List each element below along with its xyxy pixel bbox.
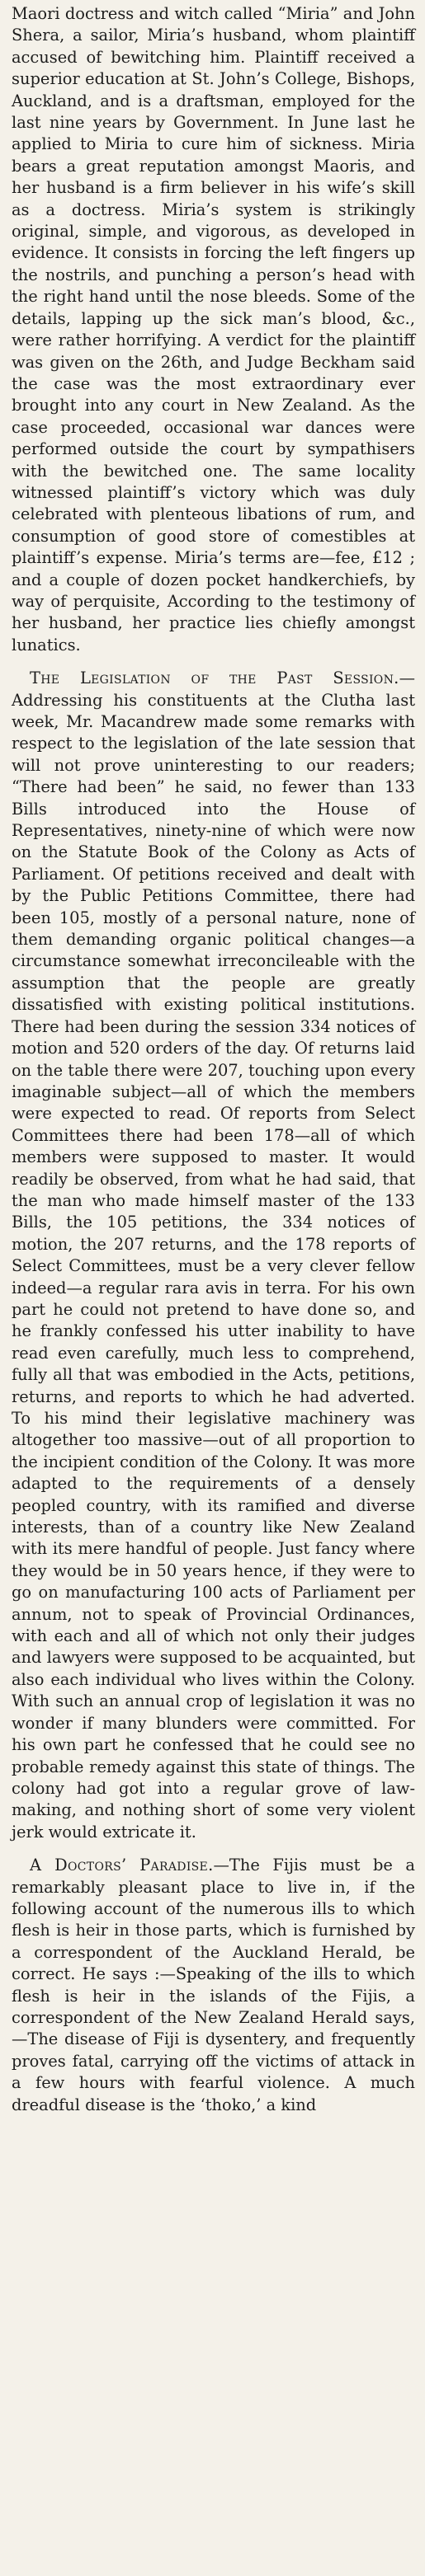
article-doctors-paradise bbox=[12, 1855, 415, 2116]
article-doctors-paradise-body: —The Fijis must be a remarkably pleasant place to live in, if the following account of the numerous ills to which flesh is heir in those parts, which is furnished by a correspondent of the Auckland Herald, be correct. He says :—Speaking of the ills to which flesh is heir in the islands of the Fijis, a correspondent of the New Zealand Herald says,—The disease of Fiji is dysentery, and frequently proves fatal, carrying off the victims of attack in a few hours with fearful violence. A much dreadful disease is the ‘thoko,’ a kind bbox=[12, 1856, 415, 2114]
article-legislation-body: —Addressing his constituents at the Clutha last week, Mr. Macandrew made some remarks with respect to the legislation of the late session that will not prove uninteresting to our readers; “There had been” he said, no fewer than 133 Bills introduced into the House of Representatives, ninety-nine of which were now on the Statute Book of the Colony as Acts of Parliament. Of petitions received and dealt with by the Public Petitions Committee, there had been 105, mostly of a personal nature, none of them demanding organic political changes—a circumstance somewhat irreconcileable with the assumption that the people are greatly dissatisfied with existing political institutions. There had been during the session 334 notices of motion and 520 orders of the day. Of returns laid on the table there were 207, touching upon every imaginable subject—all of which the members were expected to read. Of reports from Select Committees there had been 178—all of which members were supposed to master. It would readily be observed, from what he had said, that the man who made himself master of the 133 Bills, the 105 petitions, the 334 notices of motion, the 207 returns, and the 178 reports of Select Committees, must be a very clever fellow indeed—a regular rara avis in terra. For his own part he could not pretend to have done so, and he frankly confessed his utter inability to have read even carefully, much less to comprehend, fully all that was embodied in the Acts, petitions, returns, and reports to which he had adverted. To his mind their legislative machinery was altogether too massive—out of all proportion to the incipient condition of the Colony. It was more adapted to the requirements of a densely peopled country, with its ramified and diverse interests, than of a country like New Zealand with its mere handful of people. Just fancy where they would be in 50 years hence, if they were to go on manufacturing 100 acts of Parliament per annum, not to speak of Provincial Ordinances, with each and all of which not only their judges and lawyers were supposed to be acquainted, but also each individual who lives within the Colony. With such an annual crop of legislation it was no wonder if many blunders were committed. For his own part he confessed that he could see no probable remedy against this state of things. The colony had got into a regular grove of law-making, and nothing short of some very violent jerk would extricate it. bbox=[12, 669, 415, 1842]
article-legislation-heading: The Legislation of the Past Session. bbox=[30, 669, 399, 688]
article-maori-doctress-body: Maori doctress and witch called “Miria” and John Shera, a sailor, Miria’s husband, whom plaintiff accused of bewitching him. Plaintiff received a superior education at St. John’s College, Bishops, Auckland, and is a draftsman, employed for the last nine years by Government. In June last he applied to Miria to cure him of sickness. Miria bears a great reputation amongst Maoris, and her husband is a firm believer in his wife’s skill as a doctress. Miria’s system is strikingly original, simple, and vigorous, as developed in evidence. It consists in forcing the left fingers up the nostrils, and punching a person’s head with the right hand until the nose bleeds. Some of the details, lapping up the sick man’s blood, &c., were rather horrifying. A verdict for the plaintiff was given on the 26th, and Judge Beckham said the case was the most extraordinary ever brought into any court in New Zealand. As the case proceeded, occasional war dances were performed outside the court by sympathisers with the bewitched one. The same locality witnessed plaintiff’s victory which was duly celebrated with plenteous libations of rum, and consumption of good store of comestibles at plaintiff’s expense. Miria’s terms are—fee, £12 ; and a couple of dozen pocket handkerchiefs, by way of perquisite, According to the testimony of her husband, her practice lies chiefly amongst lunatics. bbox=[12, 4, 415, 655]
article-doctors-paradise-heading: A Doctors’ Paradise. bbox=[30, 1856, 214, 1875]
article-legislation bbox=[12, 668, 415, 1843]
